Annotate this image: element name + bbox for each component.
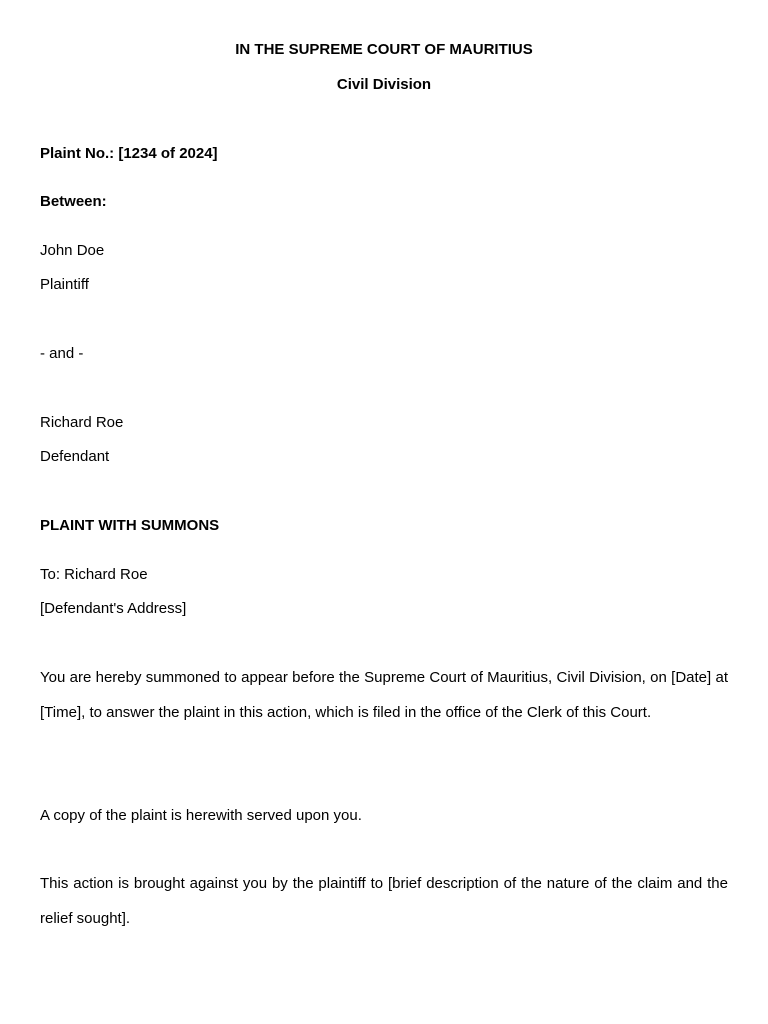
recipient-address: [Defendant's Address] xyxy=(40,600,187,617)
between-label: Between: xyxy=(40,193,107,210)
plaintiff-name: John Doe xyxy=(40,242,105,259)
and-separator: - and - xyxy=(40,345,84,362)
court-heading: IN THE SUPREME COURT OF MAURITIUS xyxy=(235,41,533,58)
summons-title: PLAINT WITH SUMMONS xyxy=(40,517,220,534)
recipient-line: To: Richard Roe xyxy=(40,566,148,583)
defendant-role: Defendant xyxy=(40,448,110,465)
summons-paragraph: You are hereby summoned to appear before the Supreme Court of Mauritius, Civil Division, on [Date] at [Time], to answer the plaint in this action, which is filed in the office of the Clerk of this Court. xyxy=(40,669,728,721)
plaint-number: Plaint No.: [1234 of 2024] xyxy=(40,145,218,162)
defendant-name: Richard Roe xyxy=(40,414,124,431)
service-paragraph: A copy of the plaint is herewith served upon you. xyxy=(40,807,362,824)
division-heading: Civil Division xyxy=(336,76,432,93)
claim-paragraph: This action is brought against you by the plaintiff to [brief description of the nature of the claim and the relief sought]. xyxy=(40,875,728,927)
plaintiff-role: Plaintiff xyxy=(40,276,89,293)
